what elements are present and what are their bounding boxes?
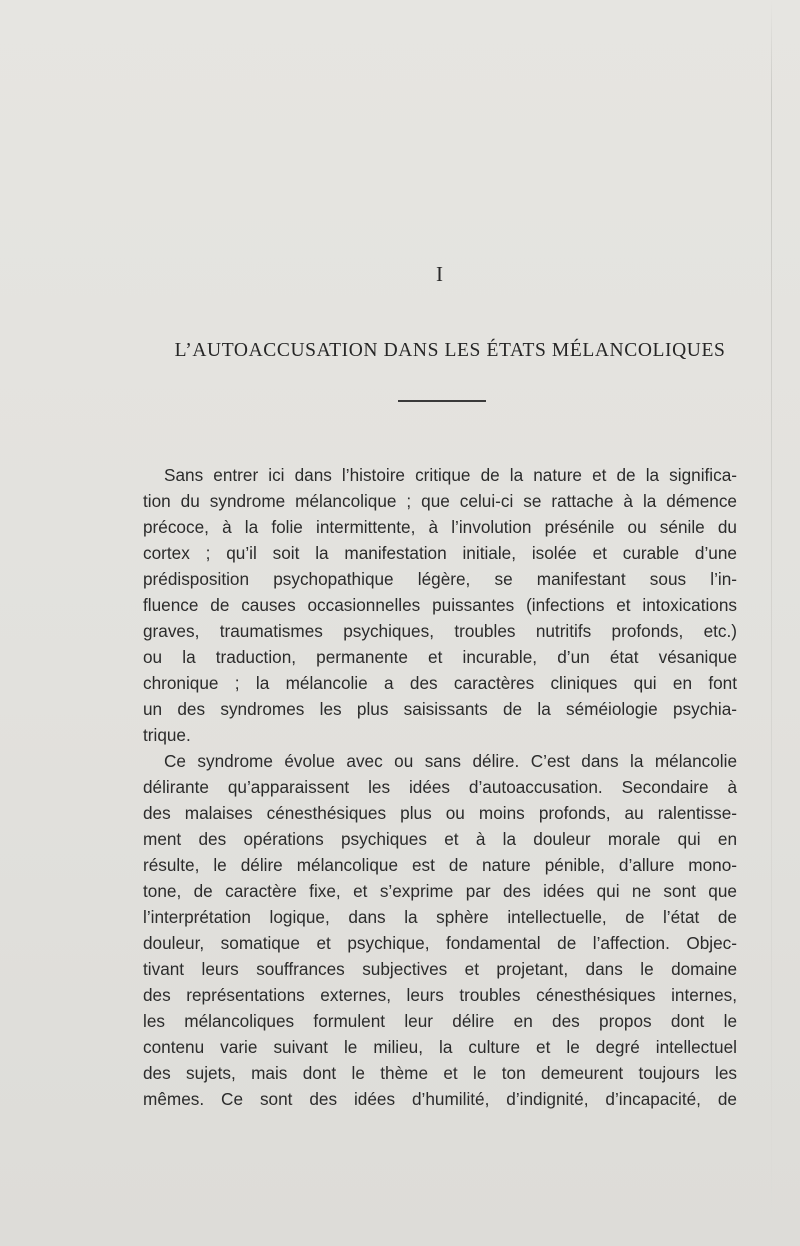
text-line: délirante qu’apparaissent les idées d’autoaccusation. Secondaire à [143,777,737,797]
body-text [143,462,737,1112]
text-line: chronique ; la mélancolie a des caractères cliniques qui en font [143,673,737,693]
text-line: cortex ; qu’il soit la manifestation initiale, isolée et curable d’une [143,543,737,563]
text-line: résulte, le délire mélancolique est de nature pénible, d’allure mono- [143,855,737,875]
text-line: trique. [143,725,191,745]
text-line: fluence de causes occasionnelles puissantes (infections et intoxications [143,595,737,615]
text-line: prédisposition psychopathique légère, se manifestant sous l’in- [143,569,737,589]
text-line: mêmes. Ce sont des idées d’humilité, d’indignité, d’incapacité, de [143,1089,737,1109]
text-line: précoce, à la folie intermittente, à l’involution présénile ou sénile du [143,517,737,537]
text-line: des sujets, mais dont le thème et le ton demeurent toujours les [143,1063,737,1083]
text-line: des malaises cénesthésiques plus ou moins profonds, au ralentisse- [143,803,737,823]
text-line: l’interprétation logique, dans la sphère intellectuelle, de l’état de [143,907,737,927]
text-line: contenu varie suivant le milieu, la culture et le degré intellectuel [143,1037,737,1057]
text-line: Ce syndrome évolue avec ou sans délire. C’est dans la mélancolie [164,751,737,771]
chapter-title: L’AUTOACCUSATION DANS LES ÉTATS MÉLANCOLIQUES [174,340,726,361]
title-divider-rule [398,400,486,402]
text-line: tivant leurs souffrances subjectives et projetant, dans le domaine [143,959,737,979]
text-line: tone, de caractère fixe, et s’exprime par des idées qui ne sont que [143,881,737,901]
text-line: douleur, somatique et psychique, fondamental de l’affection. Objec- [143,933,737,953]
text-line: tion du syndrome mélancolique ; que celui-ci se rattache à la démence [143,491,737,511]
text-line: Sans entrer ici dans l’histoire critique de la nature et de la significa- [164,465,737,485]
text-line: un des syndromes les plus saisissants de la séméiologie psychia- [143,699,737,719]
section-number: I [436,262,444,286]
text-line: ment des opérations psychiques et à la douleur morale qui en [143,829,737,849]
text-line: ou la traduction, permanente et incurable, d’un état vésanique [143,647,737,667]
text-line: les mélancoliques formulent leur délire en des propos dont le [143,1011,737,1031]
text-line: des représentations externes, leurs troubles cénesthésiques internes, [143,985,737,1005]
page-fold-shadow [771,0,772,1246]
text-line: graves, traumatismes psychiques, troubles nutritifs profonds, etc.) [143,621,737,641]
